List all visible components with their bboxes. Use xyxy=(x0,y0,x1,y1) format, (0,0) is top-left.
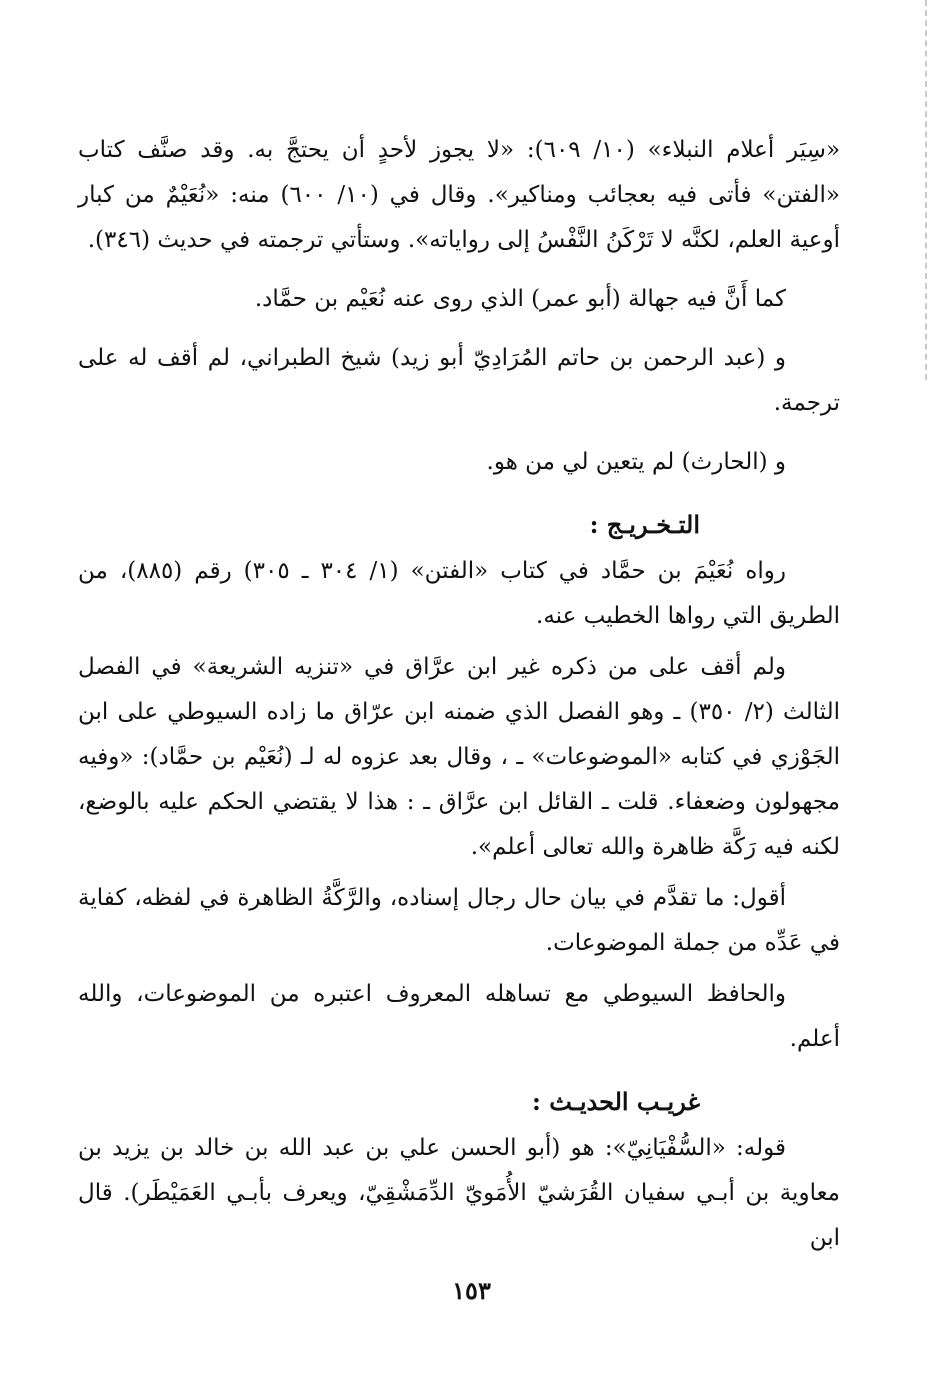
section-heading-takhrij: التـخـريـج : xyxy=(589,510,700,539)
page-body xyxy=(78,128,840,1261)
paragraph-harith: و (الحارث) لم يتعين لي من هو. xyxy=(486,449,786,475)
section-heading-gharib: غريـب الحديـث : xyxy=(532,1087,700,1116)
page-number: ١٥٣ xyxy=(452,1276,491,1305)
page-edge-mark xyxy=(925,0,927,380)
paragraph-sufyani: قوله: «السُّفْيَانِيّ»: هو (أبو الحسن علي بن عبد الله بن خالد بن يزيد بن معاوية بن أبـي سفيان القُرَشيّ الأُمَويّ الدِّمَشْقِيّ، ويعرف بأبـي العَمَيْطَر). قال ابن xyxy=(78,1135,840,1251)
paragraph-author-comment: أقول: ما تقدَّم في بيان حال رجال إسناده، والرَّكَّةُ الظاهرة في لفظه، كفاية في عَدِّه من جملة الموضوعات. xyxy=(78,885,840,956)
paragraph-abu-umar: كما أَنَّ فيه جهالة (أبو عمر) الذي روى عنه نُعَيْم بن حمَّاد. xyxy=(254,286,786,312)
paragraph-biography-quote: «سِيَر أعلام النبلاء» (١٠/ ٦٠٩): «لا يجوز لأحدٍ أن يحتجَّ به. وقد صنَّف كتاب «الفتن» فأتى فيه بعجائب ومناكير». وقال في (١٠/ ٦٠٠) منه: «نُعَيْمٌ من كبار أوعية العلم، لكنَّه لا تَرْكَنُ النَّفْسُ إلى رواياته». وستأتي ترجمته في حديث (٣٤٦). xyxy=(78,137,841,253)
paragraph-ibn-arraq: ولم أقف على من ذكره غير ابن عرَّاق في «تنزيه الشريعة» في الفصل الثالث (٢/ ٣٥٠) ـ وهو الفصل الذي ضمنه ابن عرّاق ما زاده السيوطي على ابن الجَوْزي في كتابه «الموضوعات» ـ ، وقال بعد عزوه له لـ (نُعَيْم بن حمَّاد): «وفيه مجهولون وضعفاء. قلت ـ القائل ابن عرَّاق ـ : هذا لا يقتضي الحكم عليه بالوضع، لكنه فيه رَكَّة ظاهرة والله تعالى أعلم». xyxy=(78,654,840,860)
paragraph-abdulrahman: و (عبد الرحمن بن حاتم المُرَادِيّ أبو زيد) شيخ الطبراني، لم أقف له على ترجمة. xyxy=(78,345,840,416)
paragraph-suyuti: والحافظ السيوطي مع تساهله المعروف اعتبره من الموضوعات، والله أعلم. xyxy=(78,981,840,1052)
paragraph-narration-source: رواه نُعَيْمَ بن حمَّاد في كتاب «الفتن» (١/ ٣٠٤ ـ ٣٠٥) رقم (٨٨٥)، من الطريق التي رواها الخطيب عنه. xyxy=(78,558,840,629)
